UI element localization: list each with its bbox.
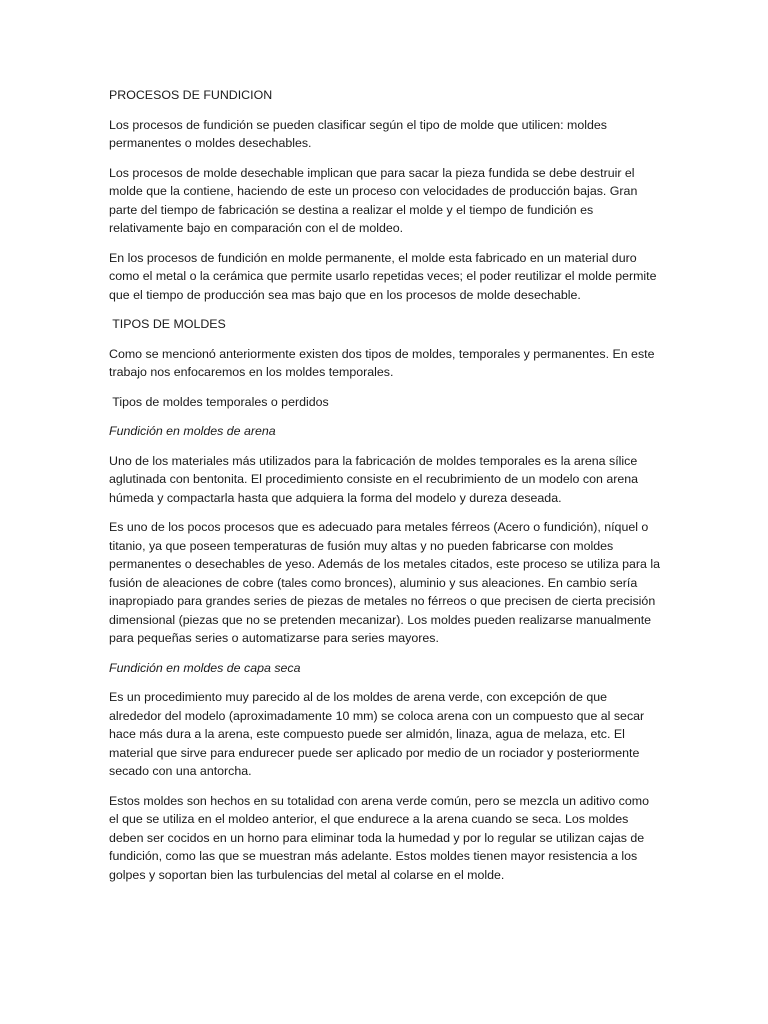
paragraph-permanente: En los procesos de fundición en molde permanente, el molde esta fabricado en un material duro como el metal o la cerámica que permite usarlo repetidas veces; el poder reutilizar el molde permite que el tiempo de producción sea mas bajo que en los procesos de molde desechable. [109,250,657,302]
section-heading-temporales: Tipos de moldes temporales o perdidos [109,394,329,409]
subheading-arena: Fundición en moldes de arena [109,424,276,438]
paragraph-capa-seca-2: Estos moldes son hechos en su totalidad con arena verde común, pero se mezcla un aditivo como el que se utiliza en el moldeo anterior, el que endurece a la arena cuando se seca. Los moldes deben ser cocidos en un horno para eliminar toda la humedad y por lo regular se utilizan cajas de fundición, como las que se muestran más adelante. Estos moldes tienen mayor resistencia a los golpes y soportan bien las turbulencias del metal al colarse en el molde. [109,793,649,882]
paragraph-tipos: Como se mencionó anteriormente existen dos tipos de moldes, temporales y permanentes. En este trabajo nos enfocaremos en los moldes temporales. [109,346,655,379]
paragraph-capa-seca-1: Es un procedimiento muy parecido al de los moldes de arena verde, con excepción de que alrededor del modelo (aproximadamente 10 mm) se coloca arena con un compuesto que al secar hace más dura a la arena, este compuesto puede ser almidón, linaza, agua de melaza, etc. El material que sirve para endurecer puede ser aplicado por medio de un rociador y posteriormente secado con una antorcha. [109,690,645,778]
section-heading-tipos: TIPOS DE MOLDES [109,317,226,331]
paragraph-arena-2: Es uno de los pocos procesos que es adecuado para metales férreos (Acero o fundición), níquel o titanio, ya que poseen temperaturas de fusión muy altas y no pueden fabricarse con moldes permanentes o desechables de yeso. Además de los metales citados, este proceso se utiliza para la fusión de aleaciones de cobre (tales como bronces), aluminio y sus aleaciones. En cambio sería inapropiado para grandes series de piezas de metales no férreos o que precisen de cierta precisión dimensional (piezas que no se pretenden mecanizar). Los moldes pueden realizarse manualmente para pequeñas series o automatizarse para series mayores. [109,520,661,645]
subheading-capa-seca: Fundición en moldes de capa seca [109,660,301,675]
paragraph-intro: Los procesos de fundición se pueden clasificar según el tipo de molde que utilicen: moldes permanentes o moldes desechables. [109,117,607,150]
document-body [109,86,662,895]
document-title: PROCESOS DE FUNDICION [109,88,273,102]
paragraph-desechable: Los procesos de molde desechable implican que para sacar la pieza fundida se debe destruir el molde que la contiene, haciendo de este un proceso con velocidades de producción bajas. Gran parte del tiempo de fabricación se destina a realizar el molde y el tiempo de fundición es relativamente bajo en comparación con el de moldeo. [109,165,638,235]
paragraph-arena-1: Uno de los materiales más utilizados para la fabricación de moldes temporales es la arena sílice aglutinada con bentonita. El procedimiento consiste en el recubrimiento de un modelo con arena húmeda y compactarla hasta que adquiera la forma del modelo y dureza deseada. [109,453,639,505]
